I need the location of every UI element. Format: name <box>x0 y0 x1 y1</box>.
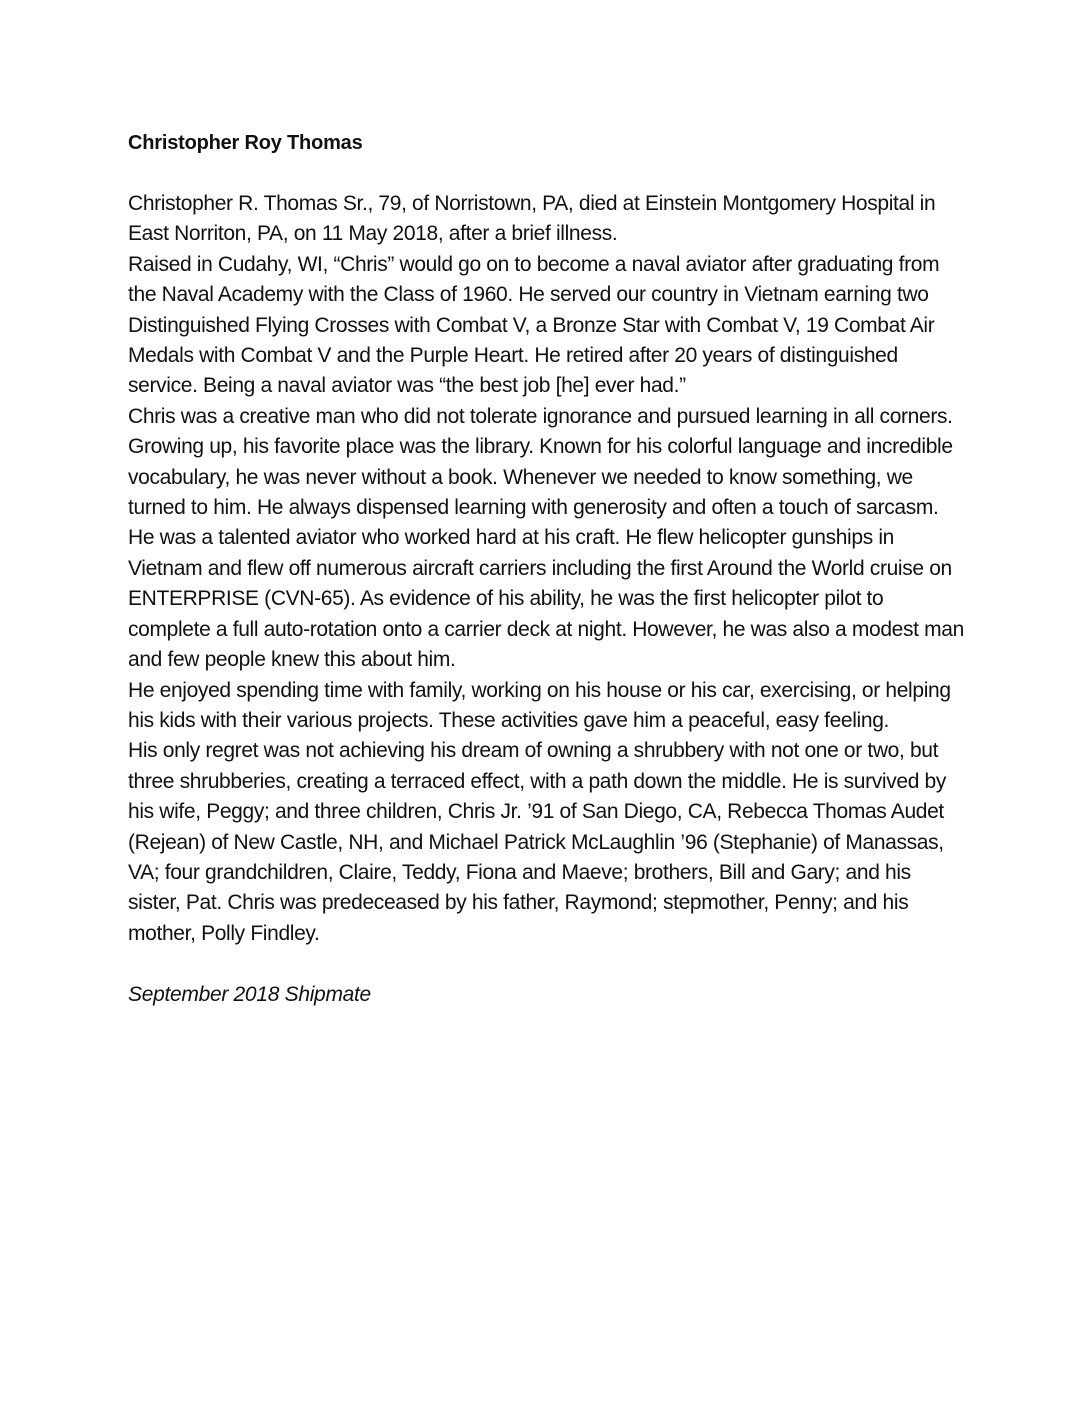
paragraph-survivors: His only regret was not achieving his dream of owning a shrubbery with not one or two, but three shrubberies, creating a terraced effect, with a path down the middle. He is survived by his wife, Peggy; and three children, Chris Jr. ’91 of San Diego, CA, Rebecca Thomas Audet (Rejean) of New Castle, NH, and Michael Patrick McLaughlin ’96 (Stephanie) of Manassas, VA; four grandchildren, Claire, Teddy, Fiona and Maeve; brothers, Bill and Gary; and his sister, Pat. Chris was predeceased by his father, Raymond; stepmother, Penny; and his mother, Polly Findley. <box>128 739 947 945</box>
paragraph-death-notice: Christopher R. Thomas Sr., 79, of Norristown, PA, died at Einstein Montgomery Hospital in East Norriton, PA, on 11 May 2018, after a brief illness. <box>128 192 936 246</box>
obituary-title: Christopher Roy Thomas <box>128 132 363 154</box>
obituary-content <box>128 128 968 1010</box>
paragraph-naval-career: Raised in Cudahy, WI, “Chris” would go on to become a naval aviator after graduating from the Naval Academy with the Class of 1960. He served our country in Vietnam earning two Distinguished Flying Crosses with Combat V, a Bronze Star with Combat V, 19 Combat Air Medals with Combat V and the Purple Heart. He retired after 20 years of distinguished service. Being a naval aviator was “the best job [he] ever had.” <box>128 252 940 398</box>
obituary-body <box>128 189 968 949</box>
paragraph-hobbies: He enjoyed spending time with family, working on his house or his car, exercising, or helping his kids with their various projects. These activities gave him a peaceful, easy feeling. <box>128 678 951 732</box>
publication-source: September 2018 Shipmate <box>128 983 371 1007</box>
paragraph-character: Chris was a creative man who did not tolerate ignorance and pursued learning in all corners. Growing up, his favorite place was the library. Known for his colorful language and incredible vocabulary, he was never without a book. Whenever we needed to know something, we turned to him. He always dispensed learning with generosity and often a touch of sarcasm. <box>128 404 953 520</box>
paragraph-aviator-achievements: He was a talented aviator who worked hard at his craft. He flew helicopter gunships in Vietnam and flew off numerous aircraft carriers including the first Around the World cruise on ENTERPRISE (CVN-65). As evidence of his ability, he was the first helicopter pilot to complete a full auto-rotation onto a carrier deck at night. However, he was also a modest man and few people knew this about him. <box>128 526 964 672</box>
